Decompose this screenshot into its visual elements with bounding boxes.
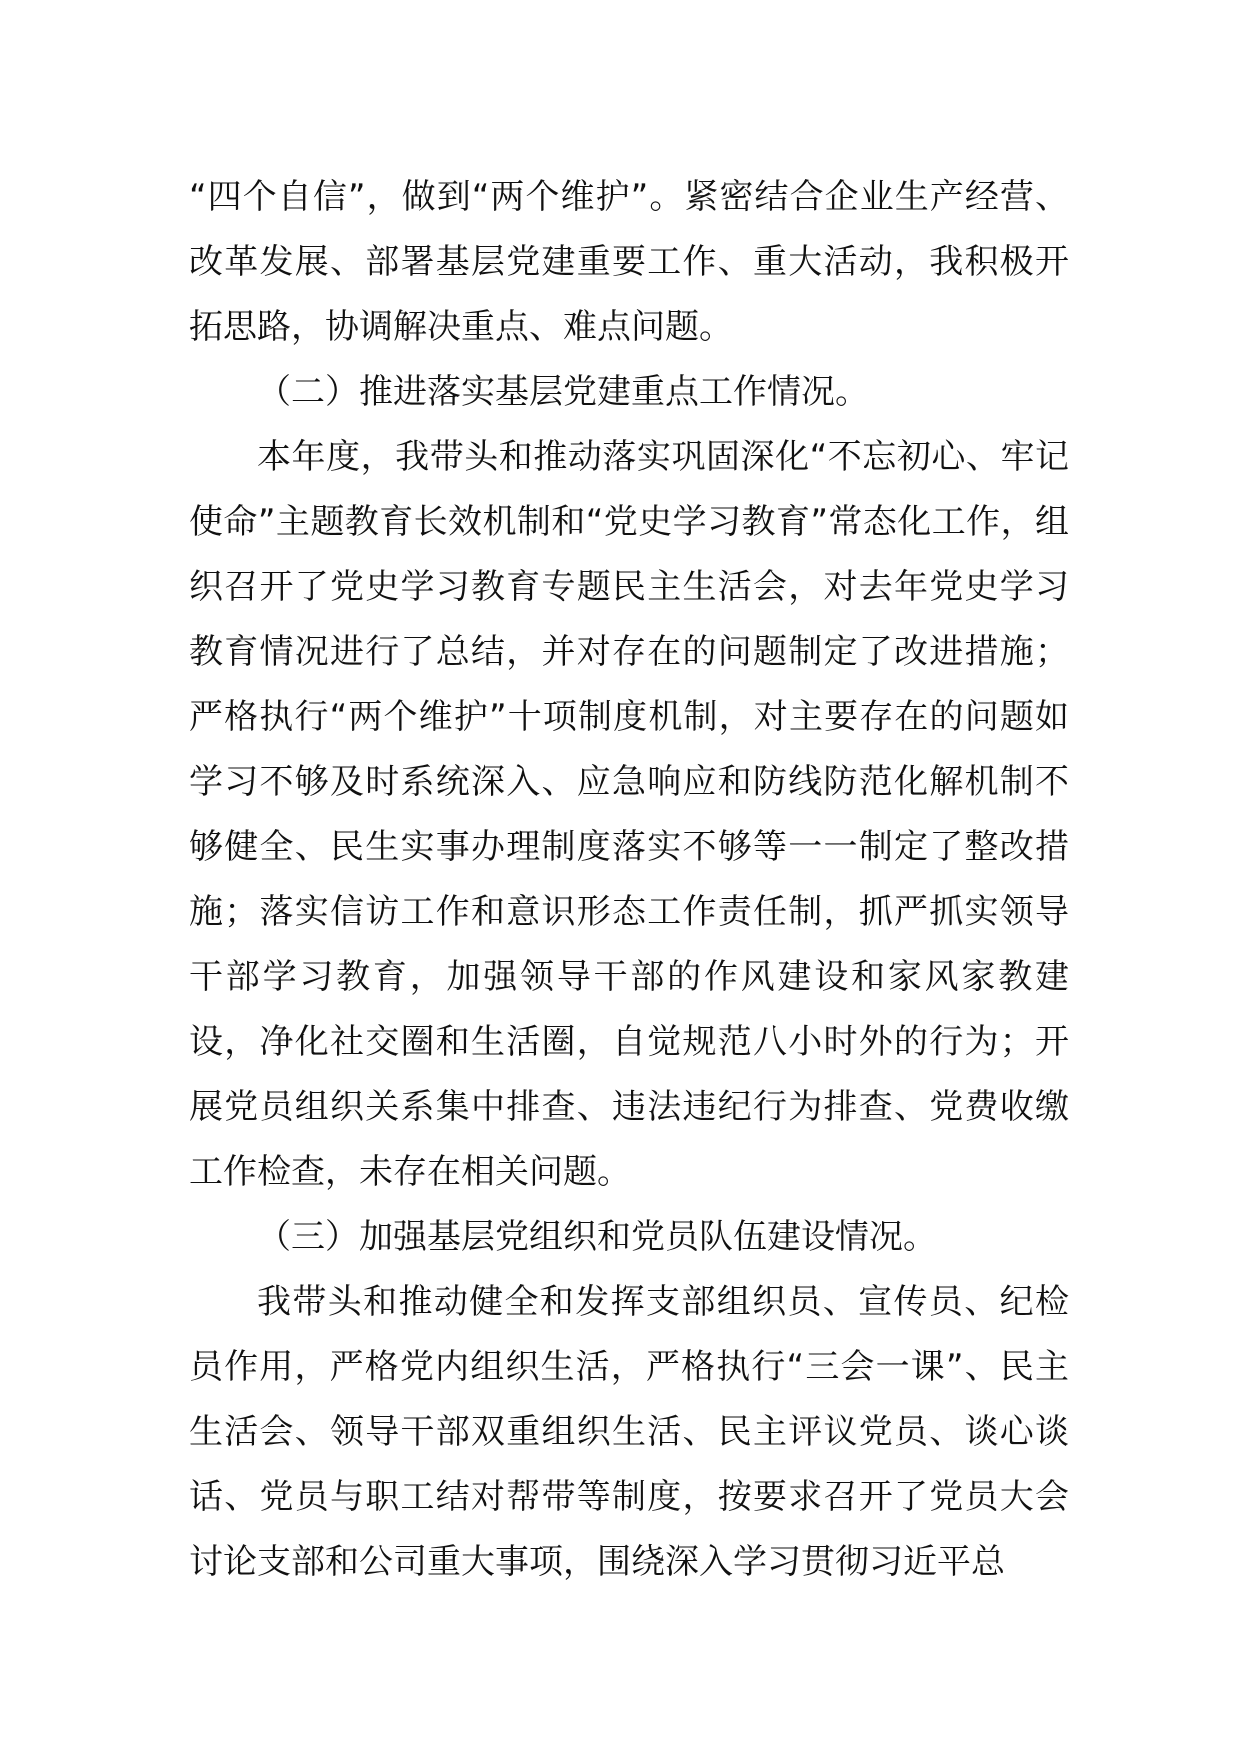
paragraph-continued: “四个自信”，做到“两个维护”。紧密结合企业生产经营、改革发展、部署基层党建重要工作、重大活动，我积极开拓思路，协调解决重点、难点问题。	[189, 177, 1069, 347]
paragraph-body: 我带头和推动健全和发挥支部组织员、宣传员、纪检员作用，严格党内组织生活，严格执行“三会一课”、民主生活会、领导干部双重组织生活、民主评议党员、谈心谈话、党员与职工结对帮带等制度，按要求召开了党员大会讨论支部和公司重大事项，围绕深入学习贯彻习近平总	[189, 1282, 1069, 1582]
section-heading-2: （二）推进落实基层党建重点工作情况。	[257, 372, 869, 412]
paragraph-body: 本年度，我带头和推动落实巩固深化“不忘初心、牢记使命”主题教育长效机制和“党史学习教育”常态化工作，组织召开了党史学习教育专题民主生活会，对去年党史学习教育情况进行了总结，并对存在的问题制定了改进措施；严格执行“两个维护”十项制度机制，对主要存在的问题如学习不够及时系统深入、应急响应和防线防范化解机制不够健全、民生实事办理制度落实不够等一一制定了整改措施；落实信访工作和意识形态工作责任制，抓严抓实领导干部学习教育，加强领导干部的作风建设和家风家教建设，净化社交圈和生活圈，自觉规范八小时外的行为；开展党员组织关系集中排查、违法违纪行为排查、党费收缴工作检查，未存在相关问题。	[189, 437, 1069, 1192]
document-body	[189, 165, 1069, 1595]
section-heading-3: （三）加强基层党组织和党员队伍建设情况。	[257, 1217, 937, 1257]
